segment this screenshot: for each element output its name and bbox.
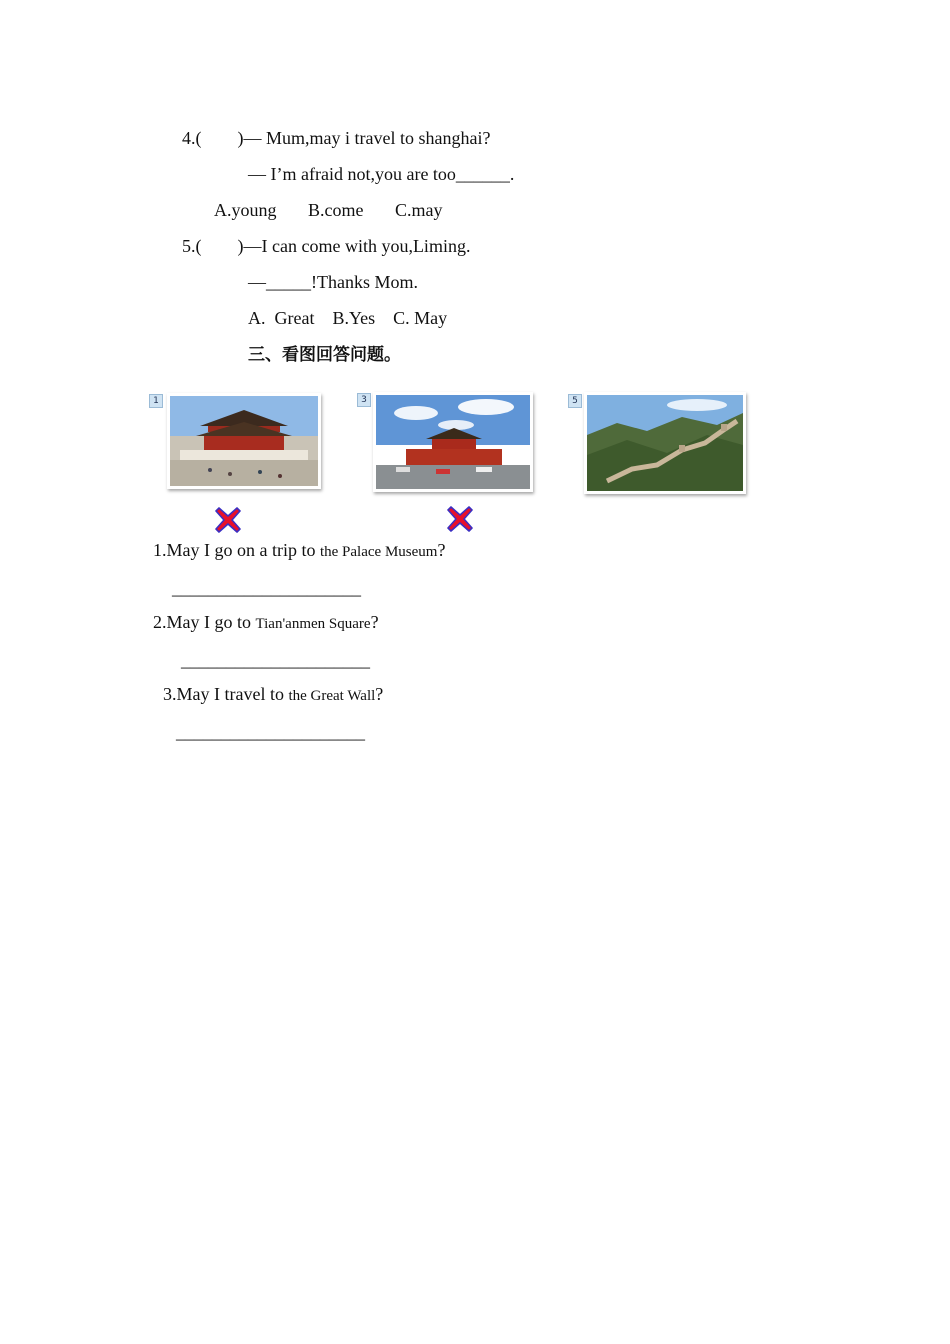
tiananmen-square-photo <box>373 392 533 492</box>
question-3-mark: ? <box>375 684 384 704</box>
question-1 <box>153 539 445 563</box>
question-3-place: the Great Wall <box>288 688 376 704</box>
picture-number-badge: 3 <box>357 393 371 407</box>
q5-options: A. Great B.Yes C. May <box>248 308 448 328</box>
q4-reply: — I’m afraid not,you are too______. <box>248 164 515 184</box>
cross-mark-icon <box>447 506 473 532</box>
question-3 <box>163 683 383 707</box>
question-2-text: 2.May I go to <box>153 612 256 632</box>
picture-number-badge: 5 <box>568 394 582 408</box>
answer-line-3[interactable]: _____________________ <box>176 722 365 742</box>
q5-question: 5.( )—I can come with you,Liming. <box>182 236 471 256</box>
question-2-mark: ? <box>370 612 379 632</box>
question-2-place: Tian'anmen Square <box>255 616 371 632</box>
question-3-text: 3.May I travel to <box>163 684 289 704</box>
palace-museum-photo <box>167 393 321 489</box>
question-1-place: the Palace Museum <box>319 544 438 560</box>
answer-line-1[interactable]: _____________________ <box>172 578 361 598</box>
q4-options: A.young B.come C.may <box>214 200 443 220</box>
q4-question: 4.( )— Mum,may i travel to shanghai? <box>182 128 491 148</box>
question-2 <box>153 611 379 635</box>
picture-number-badge: 1 <box>149 394 163 408</box>
question-1-text: 1.May I go on a trip to <box>153 540 320 560</box>
great-wall-photo <box>584 392 746 494</box>
q5-reply: —_____!Thanks Mom. <box>248 272 418 292</box>
cross-mark-icon <box>215 507 241 533</box>
section-heading: 三、看图回答问题。 <box>248 345 401 365</box>
answer-line-2[interactable]: _____________________ <box>181 650 370 670</box>
question-1-mark: ? <box>437 540 446 560</box>
